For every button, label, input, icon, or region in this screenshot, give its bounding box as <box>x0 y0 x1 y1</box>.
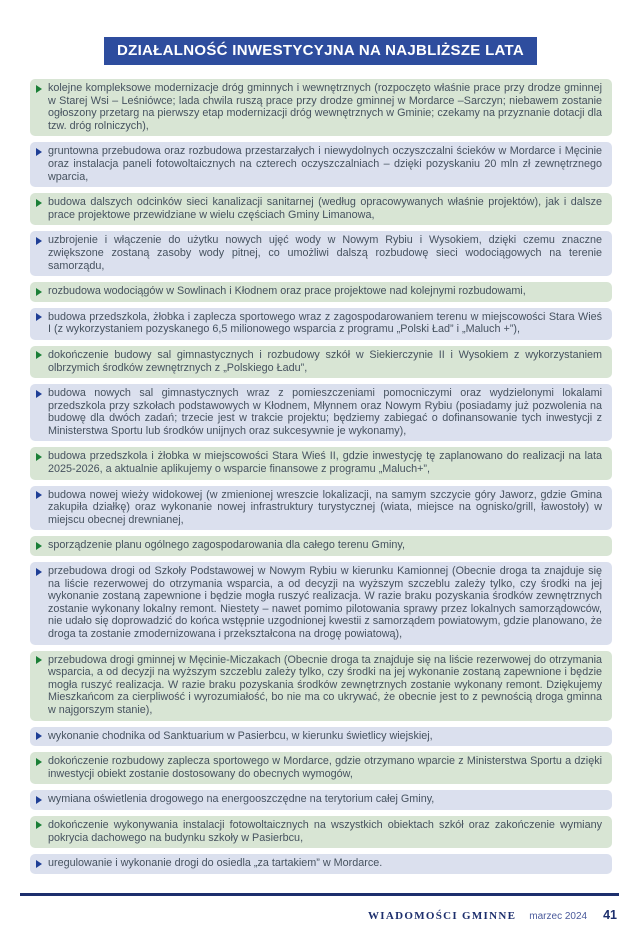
list-item <box>30 816 612 848</box>
list-item-text: budowa nowej wieży widokowej (w zmienionej wreszcie lokalizacji, na samym szczycie góry Jaworz, gdzie Gmina zakupiła działkę) oraz wykonanie nowej infrastruktury turystycznej (wiata, miejsce na ognisko/grill, ławostoły) w miejscu obecnej drewnianej, <box>48 488 602 526</box>
list-item <box>30 282 612 302</box>
list-item-text: gruntowna przebudowa oraz rozbudowa przestarzałych i niewydolnych oczyszczalni ścieków w Mordarce i Męcinie oraz instalacja paneli fotowoltaicznych na czterech oczyszczalniach – dzięki pozyskaniu 20 mln zł zewnętrznego wparcia, <box>48 145 602 183</box>
bullet-arrow-icon <box>36 313 42 321</box>
list-item-text: dokończenie wykonywania instalacji fotowoltaicznych na wszystkich obiektach szkół oraz zakończenie wymiany pokrycia dachowego na budynku szkoły w Pasierbcu, <box>48 818 602 844</box>
bullet-arrow-icon <box>36 288 42 296</box>
footer-divider <box>20 893 619 896</box>
bullet-arrow-icon <box>36 821 42 829</box>
list-item <box>30 142 612 187</box>
list-item <box>30 447 612 479</box>
list-item <box>30 790 612 810</box>
list-item <box>30 752 612 784</box>
list-item <box>30 231 612 276</box>
list-item-text: dokończenie budowy sal gimnastycznych i rozbudowy szkół w Siekierczynie II i Wysokiem z wykorzystaniem olbrzymich środków zewnętrznych z „Polskiego Ładu”, <box>48 348 602 374</box>
footer <box>368 908 617 922</box>
bullet-arrow-icon <box>36 351 42 359</box>
bullet-arrow-icon <box>36 453 42 461</box>
bullet-arrow-icon <box>36 732 42 740</box>
bullet-arrow-icon <box>36 390 42 398</box>
list-item <box>30 651 612 721</box>
bullet-arrow-icon <box>36 860 42 868</box>
bullet-arrow-icon <box>36 85 42 93</box>
list-item-text: budowa przedszkola i żłobka w miejscowości Stara Wieś II, gdzie inwestycję tę zaplanowano do realizacji na lata 2025-2026, a aktualnie aplikujemy o wsparcie finansowe z programu „Maluch+”, <box>48 450 602 476</box>
list-item <box>30 562 612 645</box>
list-item-text: dokończenie rozbudowy zaplecza sportowego w Mordarce, gdzie otrzymano wparcie z Ministerstwa Sportu a dzięki inwestycji obiekt zostanie dostosowany do obecnych wymogów, <box>48 755 602 780</box>
list-item-text: kolejne kompleksowe modernizacje dróg gminnych i wewnętrznych (rozpoczęto właśnie prace przy drodze gminnej w Starej Wsi – Leśniówce; lada chwila ruszą prace przy drodze gminnej w Mordarce –Sarczyn; niebawem zostanie ogłoszony przetarg na pierwszy etap modernizacji dróg wewnętrznych w Gminie; czekamy na przyznanie dotacji dla tzw. dróg rolniczych), <box>48 82 602 132</box>
publication-name: WIADOMOŚCI GMINNE <box>367 910 517 922</box>
list-item-text: wykonanie chodnika od Sanktuarium w Pasierbcu, w kierunku świetlicy wiejskiej, <box>48 729 433 742</box>
list-item-text: budowa przedszkola, żłobka i zaplecza sportowego wraz z zagospodarowaniem terenu w miejscowości Stara Wieś I (z wykorzystaniem pozyskanego 6,5 milionowego wsparcia z programu „Polski Ład” i „Maluch +”), <box>48 310 602 336</box>
bullet-arrow-icon <box>36 758 42 766</box>
list-item <box>30 193 612 225</box>
list-item-text: rozbudowa wodociągów w Sowlinach i Kłodnem oraz prace projektowe nad kolejnymi rozbudowami, <box>48 285 526 298</box>
bullet-arrow-icon <box>36 568 42 576</box>
bullet-arrow-icon <box>36 491 42 499</box>
list-item-text: uregulowanie i wykonanie drogi do osiedla „za tartakiem” w Mordarce. <box>48 857 383 870</box>
page-number: 41 <box>603 908 617 922</box>
list-item <box>30 486 612 531</box>
list-item-text: budowa nowych sal gimnastycznych wraz z pomieszczeniami pomocniczymi oraz wydzielonymi lokalami przedszkola przy szkołach podstawowych w Kłodnem, Młynnem oraz Nowym Rybiu (posiadamy już pozwolenia na budowę dla dwóch zadań; trzecie jest w trakcie projektu; będziemy zabiegać o dofinansowanie tych inwestycji z Ministerstwa Sportu lub środków unijnych oraz sukcesywnie je wykonamy), <box>48 387 602 437</box>
list-item <box>30 384 612 441</box>
bullet-arrow-icon <box>36 199 42 207</box>
list-item-text: przebudowa drogi od Szkoły Podstawowej w Nowym Rybiu w kierunku Kamionnej (Obecnie droga ta znajduje się na liście rezerwowej do otrzymania wsparcia, a od decyzji na wyższym szczeblu zależy tylko, czy środki na jej wykonanie zostaną zapewnione i będzie mogła ruszyć realizacja. W razie braku pozyskania środków zewnętrznych zostanie wykonany lokalny remont. Niestety – nawet pomimo pilotowania sprawy przez lokalnych samorządowców, nie udało się doprowadzić do końca wstępnie uzgodnionej kwestii z samorządem powiatowym, gdzie planowano, że droga ta zostanie zmodernizowana i przekształcona na drogę powiatową), <box>48 565 602 640</box>
bullet-arrow-icon <box>36 656 42 664</box>
list-item-text: wymiana oświetlenia drogowego na energooszczędne na terytorium całej Gminy, <box>48 793 435 806</box>
list-item <box>30 79 612 136</box>
list-item-text: uzbrojenie i włączenie do użytku nowych ujęć wody w Nowym Rybiu i Wysokiem, dzięki czemu znaczne zwiększone zostaną zasoby wody pitnej, co umożliwi dalszą rozbudowę sieci wodociągowych na terenie samorządu, <box>48 234 602 272</box>
list-item <box>30 854 612 874</box>
bullet-arrow-icon <box>36 148 42 156</box>
bullet-arrow-icon <box>36 542 42 550</box>
page-title: DZIAŁALNOŚĆ INWESTYCYJNA NA NAJBLIŻSZE LATA <box>104 37 537 65</box>
list-item <box>30 536 612 556</box>
list-item-text: przebudowa drogi gminnej w Męcinie-Miczakach (Obecnie droga ta znajduje się na liście rezerwowej do otrzymania wsparcia, a od decyzji na wyższym szczeblu zależy tylko, czy środki na jej wykonanie zostaną zapewnione i będzie mogła ruszyć realizacja. W razie braku pozyskania środków zewnętrznych zostanie wykonany remont. Dziękujemy Mieszkańcom za cierpliwość i wyrozumiałość, bo nie ma co ukrywać, że obecnie jest to z pewnością droga gminna w najgorszym stanie), <box>48 653 602 716</box>
investment-list <box>30 79 612 874</box>
list-item <box>30 346 612 378</box>
list-item <box>30 308 612 340</box>
bullet-arrow-icon <box>36 796 42 804</box>
issue-date: marzec 2024 <box>529 911 588 922</box>
list-item-text: sporządzenie planu ogólnego zagospodarowania dla całego terenu Gminy, <box>48 539 405 552</box>
list-item-text: budowa dalszych odcinków sieci kanalizacji sanitarnej (według opracowywanych właśnie projektów), jak i dalsze prace projektowe przewidziane w wielu częściach Gminy Limanowa, <box>48 196 602 221</box>
bullet-arrow-icon <box>36 237 42 245</box>
list-item <box>30 727 612 747</box>
